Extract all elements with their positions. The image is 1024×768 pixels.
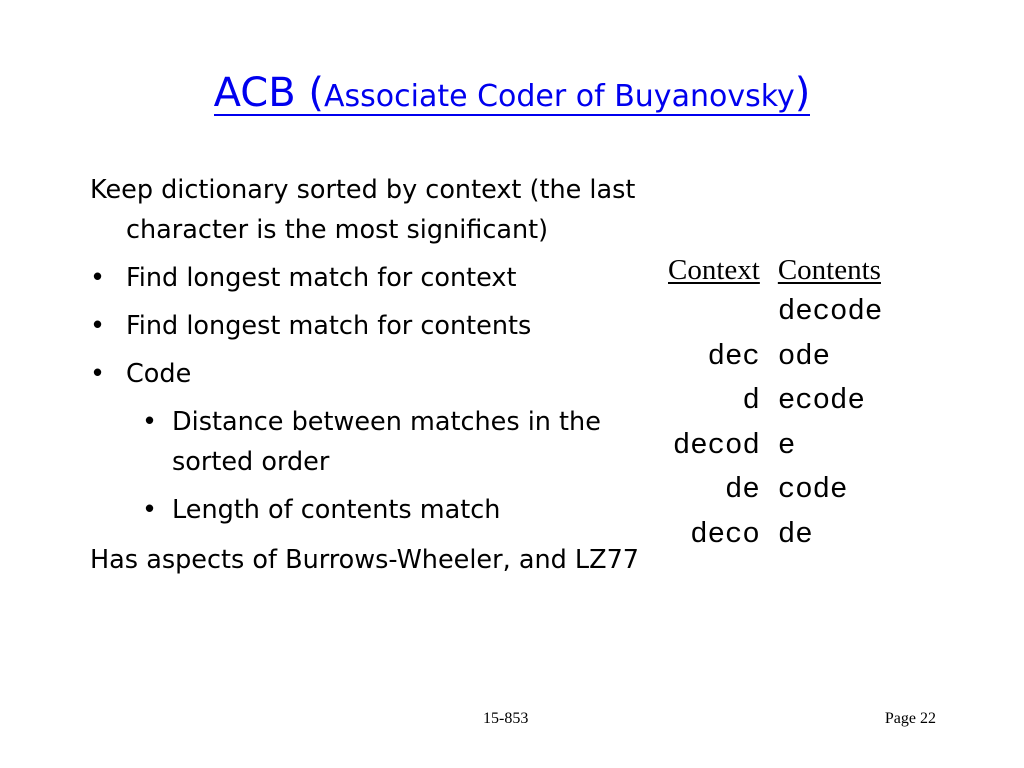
context-cell: d [742,384,760,417]
sub-bullet-list [90,402,650,530]
bullet-list [90,258,650,394]
context-cell: deco [690,517,760,551]
table-row [668,424,882,469]
outro-paragraph: Has aspects of Burrows-Wheeler, and LZ77 [90,545,640,575]
table-header-row [668,250,882,290]
sub-bullet-text: • Length of contents match [172,495,501,525]
title-main: ACB ( [213,70,324,116]
context-cell: decod [672,428,760,462]
contents-cell: ecode [777,384,865,417]
context-cell [668,290,778,335]
title-close: ) [794,70,811,116]
title-subtitle: Associate Coder of Buyanovsky [323,79,795,114]
sub-bullet-text: • Distance between matches in the sorted order [172,407,601,477]
bullet-item-code [90,354,650,394]
contents-cell: e [777,428,796,462]
footer-page-number: Page 22 [884,710,936,727]
slide-body [90,170,650,588]
contents-cell: decode [777,295,883,328]
bullet-item-label: Code [126,359,192,389]
footer-course-number: 15-853 [483,710,529,727]
contents-cell: de [777,517,813,551]
contents-cell: ode [777,339,831,373]
contents-cell: code [777,473,848,506]
context-cell: dec [707,339,760,373]
sub-bullet-item [90,490,650,530]
table-row [668,513,882,558]
sub-bullet-item [90,402,650,482]
table-row [668,290,882,335]
column-header-contents: Contents [777,254,881,286]
title-link[interactable] [214,72,811,116]
slide-title [0,72,1024,116]
context-cell: de [725,473,760,506]
bullet-item: • Find longest match for contents [90,306,650,346]
column-header-context: Context [668,254,760,286]
bullet-item: • Find longest match for context [90,258,650,298]
table-row [668,335,882,380]
intro-paragraph: Keep dictionary sorted by context (the last character is the most significant) [90,175,636,245]
table-row [668,468,882,513]
context-contents-table [668,250,882,557]
table-row [668,379,882,424]
